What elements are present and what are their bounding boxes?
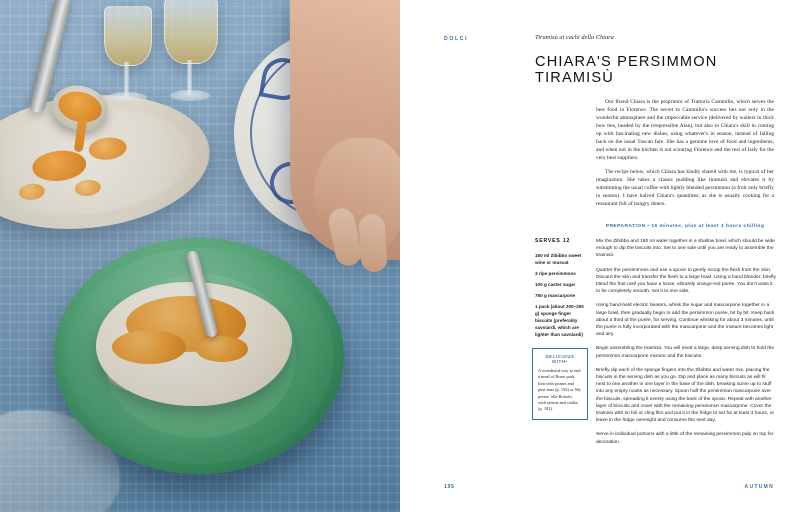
intro-paragraph: The recipe below, which Chiara has kindly shared with me, is typical of her imagination. She takes a classic pudding like tiramisù and elevates it by substituting the usual coffee with lightly blended persimmon (a fruit only briefly in season). I have halved Chiara's quantities, as she is usually cooking for a restaurant full of hungry diners. <box>596 169 774 207</box>
persimmon-pulp-topping <box>112 330 186 364</box>
page-number: 195 <box>444 484 455 490</box>
method-step: Serve in individual portions with a little of the remaining persimmon pulp on top for decoration. <box>596 432 774 445</box>
ingredient-item: 150 ml Zibibbo sweet wine or muscat <box>535 253 582 265</box>
ingredient-item: 1 pack (about 200–250 g) sponge finger biscuits (preferably savoiardi, which are lighter than savoiardi) <box>535 304 584 337</box>
method-step: Briefly dip each of the sponge fingers into the Zibibbo and water mix, placing the biscuits in the serving dish as you go. Dip and place as many biscuits as will fit next to one another in one layer in the base of the dish, breaking some up to stuff into any empty nooks as necessary. Spoon half the persimmon mascarpone over the biscuits, spreading it evenly using the back of the spoon. Repeat with another layer of biscuits and cover with the remaining persimmon mascarpone. Cover the tiramisù with tin foil or cling film and put it in the fridge to set for at least 3 hours, or leave in the fridge overnight and consume the next day. <box>596 367 775 424</box>
italian-recipe-title: Tiramisù ai cachi della Chiara <box>535 34 614 41</box>
method-step: Using hand-held electric beaters, whisk the sugar and mascarpone together in a large bowl, then gradually begin to add the persimmon purée, bit by bit. Keep back about a third of the purée, for serving. Continue whisking for about 3 minutes, until the purée is fully incorporated with the mascarpone and the mixture becomes light and airy. <box>596 303 775 338</box>
wine-glass-stem <box>187 60 192 94</box>
method-step: Begin assembling the tiramisù. You will need a large, deep serving dish to hold the persimmon mascarpone mixture and the biscuits. <box>596 346 775 359</box>
ingredient-item: 750 g mascarpone <box>535 293 576 298</box>
ingredient-list <box>535 252 587 342</box>
wine-glass-foot <box>170 90 210 101</box>
recipe-introduction <box>596 98 774 214</box>
section-label: AUTUMN <box>744 484 774 490</box>
tip-box-body: A wonderful way to end a meal of Roast pork loin with prunes and pine nuts (p. 192) or My perese 'ella Bottola', with raisins and vodka (p. 182). <box>538 368 581 412</box>
wine-glass <box>164 0 218 64</box>
recipe-page <box>400 0 800 512</box>
wine-glass <box>104 6 152 66</box>
arm <box>290 0 400 260</box>
method-step: Quarter the persimmons and use a spoon to gently scoop the flesh from the skin. Discard the skin and transfer the flesh to a large bowl. Using a hand blender, briefly blend the fruit until you have a loose, vibrantly orange-red purée. You don't want it to be completely smooth. Set it to one side. <box>596 267 776 295</box>
running-head: DOLCI <box>444 36 469 42</box>
wine-glass-stem <box>124 62 129 96</box>
serves-heading: SERVES 12 <box>535 238 571 244</box>
tip-box-title: DELICIOUS WITH• <box>545 354 575 364</box>
ingredient-item: 3 ripe persimmons <box>535 271 576 276</box>
preparation-line: PREPARATION • 15 minutes, plus at least 3 hours chilling <box>605 224 765 229</box>
finger <box>358 213 388 273</box>
method-steps <box>596 238 776 453</box>
delicious-with-box <box>532 348 588 420</box>
ingredient-item: 100 g caster sugar <box>535 282 576 287</box>
page-title: CHIARA'S PERSIMMON TIRAMISÙ <box>535 54 718 86</box>
wine-glass-foot <box>107 92 147 103</box>
intro-paragraph: Our friend Chiara is the proprietor of Trattoria Cammillo, which serves the best food in Florence. The secret to Cammillo's success lies not only in the wonderful atmosphere and the impeccable service (delivered by waiters in thick bow ties, headed by the irrepressible Alan), but also in Chiara's skill in coming up with fascinating new dishes, using whatever's in season, instead of falling back on the usual Tuscan fare. She has a genuine love of food and ingredients, and when not in the kitchen is out scouring Florence and the rest of Italy for the very best suppliers. <box>596 99 774 161</box>
persimmon-pulp-topping <box>196 336 248 362</box>
method-step: Mix the Zibibbo and 150 ml water together in a shallow bowl, which should be wide enough to dip the biscuits into. Set to one side until you are ready to assemble the tiramisù. <box>596 239 775 259</box>
